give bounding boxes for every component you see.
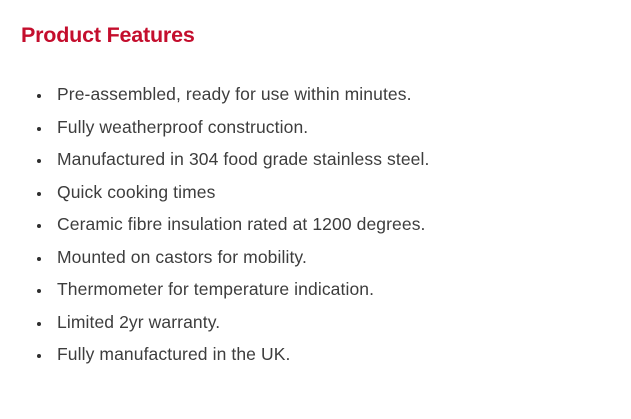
feature-item: • Fully weatherproof construction. xyxy=(52,111,611,144)
feature-item: • Limited 2yr warranty. xyxy=(52,306,611,339)
feature-item: • Mounted on castors for mobility. xyxy=(52,241,611,274)
feature-item: • Fully manufactured in the UK. xyxy=(52,338,611,371)
feature-item: • Quick cooking times xyxy=(52,176,611,209)
feature-item: • Ceramic fibre insulation rated at 1200 degrees. xyxy=(52,208,611,241)
feature-item: • Manufactured in 304 food grade stainless steel. xyxy=(52,143,611,176)
feature-item: • Pre-assembled, ready for use within minutes. xyxy=(52,78,611,111)
feature-item: • Thermometer for temperature indication. xyxy=(52,273,611,306)
page-title: Product Features xyxy=(21,23,195,47)
product-features-list xyxy=(21,78,611,371)
